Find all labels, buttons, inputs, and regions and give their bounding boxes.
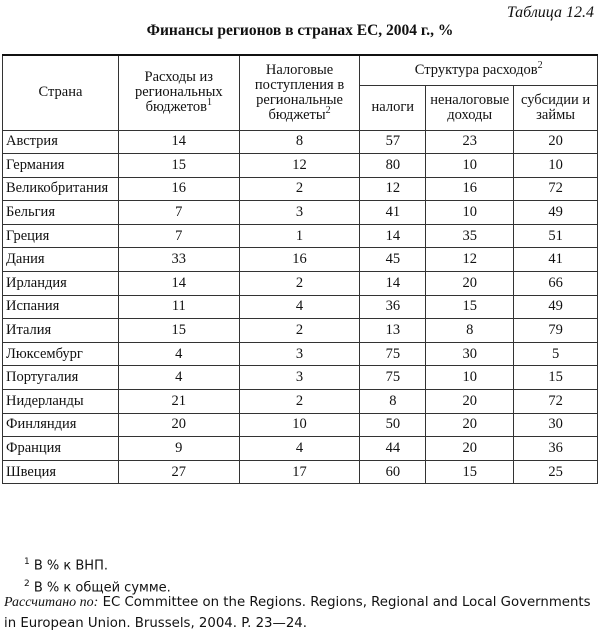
table-row — [3, 366, 598, 390]
cell-tax-revenue: 16 — [239, 248, 360, 272]
cell-nontax: 20 — [426, 390, 514, 414]
cell-expenditure: 9 — [118, 437, 239, 461]
cell-subsidies: 36 — [514, 437, 598, 461]
cell-country: Бельгия — [3, 201, 119, 225]
cell-tax-revenue: 4 — [239, 437, 360, 461]
cell-country: Испания — [3, 295, 119, 319]
cell-nontax: 20 — [426, 437, 514, 461]
cell-expenditure: 27 — [118, 460, 239, 484]
cell-expenditure: 14 — [118, 272, 239, 296]
table-row — [3, 177, 598, 201]
footnote-2: $^2$ В % к общей сумме. — [24, 579, 171, 596]
cell-tax-revenue: 3 — [239, 201, 360, 225]
cell-tax-revenue: 2 — [239, 272, 360, 296]
cell-subsidies: 10 — [514, 154, 598, 178]
table-row — [3, 272, 598, 296]
cell-tax-revenue: 4 — [239, 295, 360, 319]
cell-taxes: 80 — [360, 154, 426, 178]
table-body — [3, 130, 598, 484]
source-label: Рассчитано по: — [4, 595, 99, 610]
cell-expenditure: 4 — [118, 366, 239, 390]
cell-expenditure: 11 — [118, 295, 239, 319]
cell-country: Австрия — [3, 130, 119, 154]
cell-tax-revenue: 17 — [239, 460, 360, 484]
cell-expenditure: 7 — [118, 201, 239, 225]
table-row — [3, 460, 598, 484]
cell-tax-revenue: 3 — [239, 342, 360, 366]
cell-expenditure: 15 — [118, 154, 239, 178]
cell-country: Ирландия — [3, 272, 119, 296]
finance-table — [2, 54, 598, 484]
cell-country: Италия — [3, 319, 119, 343]
header-nontax: неналоговые доходы — [426, 85, 514, 130]
cell-country: Дания — [3, 248, 119, 272]
cell-subsidies: 20 — [514, 130, 598, 154]
cell-nontax: 10 — [426, 154, 514, 178]
header-tax-revenue: Налоговые поступления в региональные бюджеты$^2$ — [239, 55, 360, 130]
cell-taxes: 14 — [360, 272, 426, 296]
cell-taxes: 57 — [360, 130, 426, 154]
cell-tax-revenue: 3 — [239, 366, 360, 390]
cell-subsidies: 30 — [514, 413, 598, 437]
cell-expenditure: 4 — [118, 342, 239, 366]
cell-nontax: 20 — [426, 272, 514, 296]
cell-taxes: 41 — [360, 201, 426, 225]
cell-taxes: 50 — [360, 413, 426, 437]
header-subsidies: субсидии и займы — [514, 85, 598, 130]
cell-country: Франция — [3, 437, 119, 461]
cell-subsidies: 72 — [514, 177, 598, 201]
cell-country: Люксембург — [3, 342, 119, 366]
table-row — [3, 319, 598, 343]
cell-subsidies: 49 — [514, 201, 598, 225]
source-text: EC Committee on the Regions. Regions, Regional and Local Governments in European Union. Brussels, 2004. P. 23—24. — [4, 595, 591, 631]
cell-tax-revenue: 8 — [239, 130, 360, 154]
cell-tax-revenue: 1 — [239, 224, 360, 248]
footnote-1: $^1$ В % к ВНП. — [24, 557, 108, 574]
table-row — [3, 201, 598, 225]
table-row — [3, 130, 598, 154]
cell-country: Германия — [3, 154, 119, 178]
cell-tax-revenue: 12 — [239, 154, 360, 178]
cell-nontax: 8 — [426, 319, 514, 343]
table-row — [3, 295, 598, 319]
cell-nontax: 10 — [426, 366, 514, 390]
cell-nontax: 15 — [426, 295, 514, 319]
cell-subsidies: 66 — [514, 272, 598, 296]
cell-expenditure: 15 — [118, 319, 239, 343]
cell-country: Швеция — [3, 460, 119, 484]
cell-expenditure: 21 — [118, 390, 239, 414]
table-row — [3, 437, 598, 461]
cell-nontax: 20 — [426, 413, 514, 437]
cell-taxes: 12 — [360, 177, 426, 201]
table-row — [3, 390, 598, 414]
table-number: Таблица 12.4 — [506, 4, 594, 21]
cell-country: Нидерланды — [3, 390, 119, 414]
cell-expenditure: 7 — [118, 224, 239, 248]
cell-tax-revenue: 2 — [239, 177, 360, 201]
cell-subsidies: 51 — [514, 224, 598, 248]
cell-nontax: 10 — [426, 201, 514, 225]
cell-taxes: 60 — [360, 460, 426, 484]
cell-tax-revenue: 2 — [239, 319, 360, 343]
table-title: Финансы регионов в странах ЕС, 2004 г., % — [146, 22, 454, 39]
cell-subsidies: 25 — [514, 460, 598, 484]
cell-taxes: 44 — [360, 437, 426, 461]
cell-taxes: 75 — [360, 342, 426, 366]
cell-taxes: 36 — [360, 295, 426, 319]
cell-nontax: 30 — [426, 342, 514, 366]
table-row — [3, 413, 598, 437]
cell-nontax: 15 — [426, 460, 514, 484]
header-structure: Структура расходов$^2$ — [360, 55, 598, 85]
table-row — [3, 224, 598, 248]
cell-taxes: 45 — [360, 248, 426, 272]
cell-country: Греция — [3, 224, 119, 248]
cell-subsidies: 41 — [514, 248, 598, 272]
cell-nontax: 35 — [426, 224, 514, 248]
cell-country: Финляндия — [3, 413, 119, 437]
cell-nontax: 16 — [426, 177, 514, 201]
cell-taxes: 13 — [360, 319, 426, 343]
cell-taxes: 14 — [360, 224, 426, 248]
cell-taxes: 8 — [360, 390, 426, 414]
cell-subsidies: 15 — [514, 366, 598, 390]
header-taxes: налоги — [360, 85, 426, 130]
cell-subsidies: 49 — [514, 295, 598, 319]
cell-expenditure: 16 — [118, 177, 239, 201]
table-row — [3, 154, 598, 178]
cell-subsidies: 72 — [514, 390, 598, 414]
cell-tax-revenue: 10 — [239, 413, 360, 437]
cell-country: Великобритания — [3, 177, 119, 201]
footnotes — [24, 553, 171, 598]
cell-expenditure: 14 — [118, 130, 239, 154]
cell-tax-revenue: 2 — [239, 390, 360, 414]
table-row — [3, 342, 598, 366]
cell-subsidies: 79 — [514, 319, 598, 343]
cell-taxes: 75 — [360, 366, 426, 390]
cell-nontax: 12 — [426, 248, 514, 272]
cell-subsidies: 5 — [514, 342, 598, 366]
cell-country: Португалия — [3, 366, 119, 390]
table-row — [3, 248, 598, 272]
header-country: Страна — [3, 55, 119, 130]
source-note — [4, 592, 598, 634]
cell-nontax: 23 — [426, 130, 514, 154]
cell-expenditure: 33 — [118, 248, 239, 272]
header-expenditure: Расходы из региональных бюджетов$^1$ — [118, 55, 239, 130]
cell-expenditure: 20 — [118, 413, 239, 437]
